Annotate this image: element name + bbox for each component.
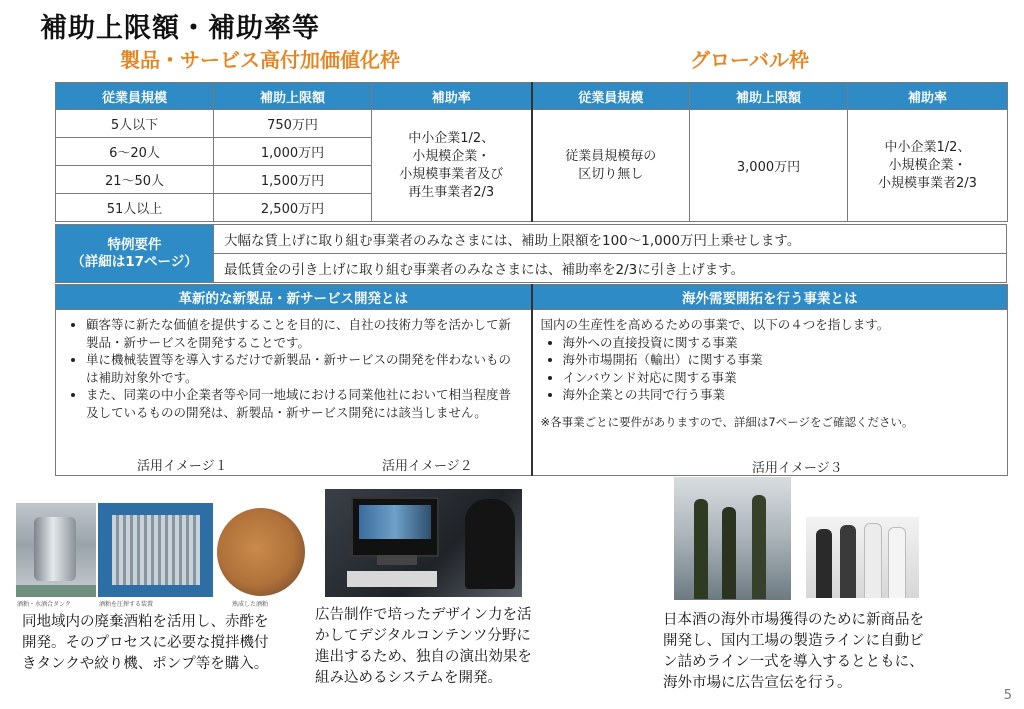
overseas-description <box>532 310 1008 476</box>
rate-line: 小規模事業者2/3 <box>878 175 977 191</box>
header-subsidy-limit: 補助上限額 <box>214 83 372 110</box>
list-item: • 海外への直接投資に関する事業 <box>563 334 1000 352</box>
employee-size-cell: 51人以上 <box>56 194 214 222</box>
example-2-label: 活用イメージ２ <box>382 459 473 474</box>
example-1-caption <box>22 612 269 675</box>
designer-workstation-photo <box>325 489 522 597</box>
section-title-global: グローバル枠 <box>690 48 809 72</box>
caption-line: きタンクや絞り機、ポンプ等を購入。 <box>22 656 269 672</box>
subsidy-table <box>55 82 1008 222</box>
global-rate-cell <box>848 110 1008 222</box>
header-new-product-development: 革新的な新製品・新サービス開発とは <box>56 285 532 310</box>
limit-cell: 1,000万円 <box>214 138 372 166</box>
employee-size-cell: 5人以下 <box>56 110 214 138</box>
header-employee-size: 従業員規模 <box>532 83 690 110</box>
caption-line: 日本酒の海外市場獲得のために新商品を <box>663 612 924 628</box>
special-requirement-minimum-wage: 最低賃金の引き上げに取り組む事業者のみなさまには、補助率を2/3に引き上げます。 <box>214 254 1007 283</box>
caption-line: 海外市場に広告宣伝を行う。 <box>663 675 852 691</box>
size-line: 区切り無し <box>578 166 644 182</box>
employee-size-cell: 6〜20人 <box>56 138 214 166</box>
employee-size-cell: 21〜50人 <box>56 166 214 194</box>
caption-line: 開発。そのプロセスに必要な撹拌機付 <box>22 635 269 651</box>
limit-cell: 2,500万円 <box>214 194 372 222</box>
rate-line: 小規模企業・ <box>412 148 491 164</box>
example-1-label: 活用イメージ１ <box>137 459 228 474</box>
list-item: • 海外市場開拓（輸出）に関する事業 <box>563 351 1000 369</box>
caption-line: かしてデジタルコンテンツ分野に <box>315 628 531 644</box>
photo-caption: 熟成した酒粕 <box>232 601 269 608</box>
special-requirements-label <box>56 225 214 283</box>
rate-line: 小規模企業・ <box>888 157 967 173</box>
rate-line: 小規模事業者及び <box>399 166 504 182</box>
sake-bottles-photo <box>806 517 919 598</box>
sake-lees-photo <box>217 508 305 596</box>
press-machine-photo <box>98 503 213 597</box>
special-requirements-table <box>55 224 1007 283</box>
page-title: 補助上限額・補助率等 <box>40 13 320 44</box>
bottling-line-photo <box>674 477 791 600</box>
page-number: 5 <box>1003 688 1012 703</box>
header-overseas-demand: 海外需要開拓を行う事業とは <box>532 285 1008 310</box>
caption-line: 開発し、国内工場の製造ラインに自動ビ <box>663 633 924 649</box>
header-subsidy-rate: 補助率 <box>848 83 1008 110</box>
new-product-description <box>56 310 532 476</box>
header-subsidy-rate: 補助率 <box>372 83 532 110</box>
overseas-intro: 国内の生産性を高めるための事業で、以下の４つを指します。 <box>540 317 890 332</box>
caption-line: 進出するため、独自の演出効果を <box>315 649 532 665</box>
section-title-high-value: 製品・サービス高付加価値化枠 <box>120 48 400 72</box>
caption-line: 組み込めるシステムを開発。 <box>315 670 503 686</box>
rate-line: 中小企業1/2、 <box>408 130 495 146</box>
photo-caption: 酒粕・水酒合タンク <box>17 601 71 608</box>
list-item: • 顧客等に新たな価値を提供することを目的に、自社の技術力等を活かして新製品・新サービスを開発することです。 <box>86 316 523 351</box>
overseas-note: ※各事業ごとに要件がありますので、詳細は7ページをご確認ください。 <box>540 414 914 429</box>
limit-cell: 750万円 <box>214 110 372 138</box>
special-requirement-wage-increase: 大幅な賃上げに取り組む事業者のみなさまには、補助上限額を100〜1,000万円上乗せします。 <box>214 225 1007 254</box>
list-item: • また、同業の中小企業者等や同一地域における同業他社において相当程度普及しているものの開発は、新製品・新サービス開発には該当しません。 <box>86 386 523 421</box>
example-3-label: 活用イメージ３ <box>752 461 843 476</box>
header-employee-size: 従業員規模 <box>56 83 214 110</box>
list-item: • インバウンド対応に関する事業 <box>563 369 1000 387</box>
table-row <box>56 110 1008 138</box>
global-limit-cell: 3,000万円 <box>690 110 848 222</box>
photo-caption: 酒粕を圧搾する装置 <box>99 601 154 608</box>
caption-line: 同地域内の廃棄酒粕を活用し、赤酢を <box>22 614 269 630</box>
tank-photo <box>16 503 96 597</box>
table-header-row <box>56 83 1008 110</box>
global-size-cell <box>532 110 690 222</box>
rate-line: 再生事業者2/3 <box>408 184 495 200</box>
caption-line: ン詰めライン一式を導入するとともに、 <box>663 654 924 670</box>
caption-line: 広告制作で培ったデザイン力を活 <box>315 607 532 623</box>
header-subsidy-limit: 補助上限額 <box>690 83 848 110</box>
subsidy-rate-cell <box>372 110 532 222</box>
list-item: • 単に機械装置等を導入するだけで新製品・新サービスの開発を伴わないものは補助対象外です。 <box>86 351 523 386</box>
example-3-caption <box>663 610 924 694</box>
description-table <box>55 284 1008 476</box>
rate-line: 中小企業1/2、 <box>884 139 971 155</box>
example-2-caption <box>315 605 532 689</box>
list-item: • 海外企業との共同で行う事業 <box>563 386 1000 404</box>
limit-cell: 1,500万円 <box>214 166 372 194</box>
size-line: 従業員規模毎の <box>565 148 657 164</box>
label-line: （詳細は17ページ） <box>71 253 198 270</box>
label-line: 特例要件 <box>107 236 162 253</box>
